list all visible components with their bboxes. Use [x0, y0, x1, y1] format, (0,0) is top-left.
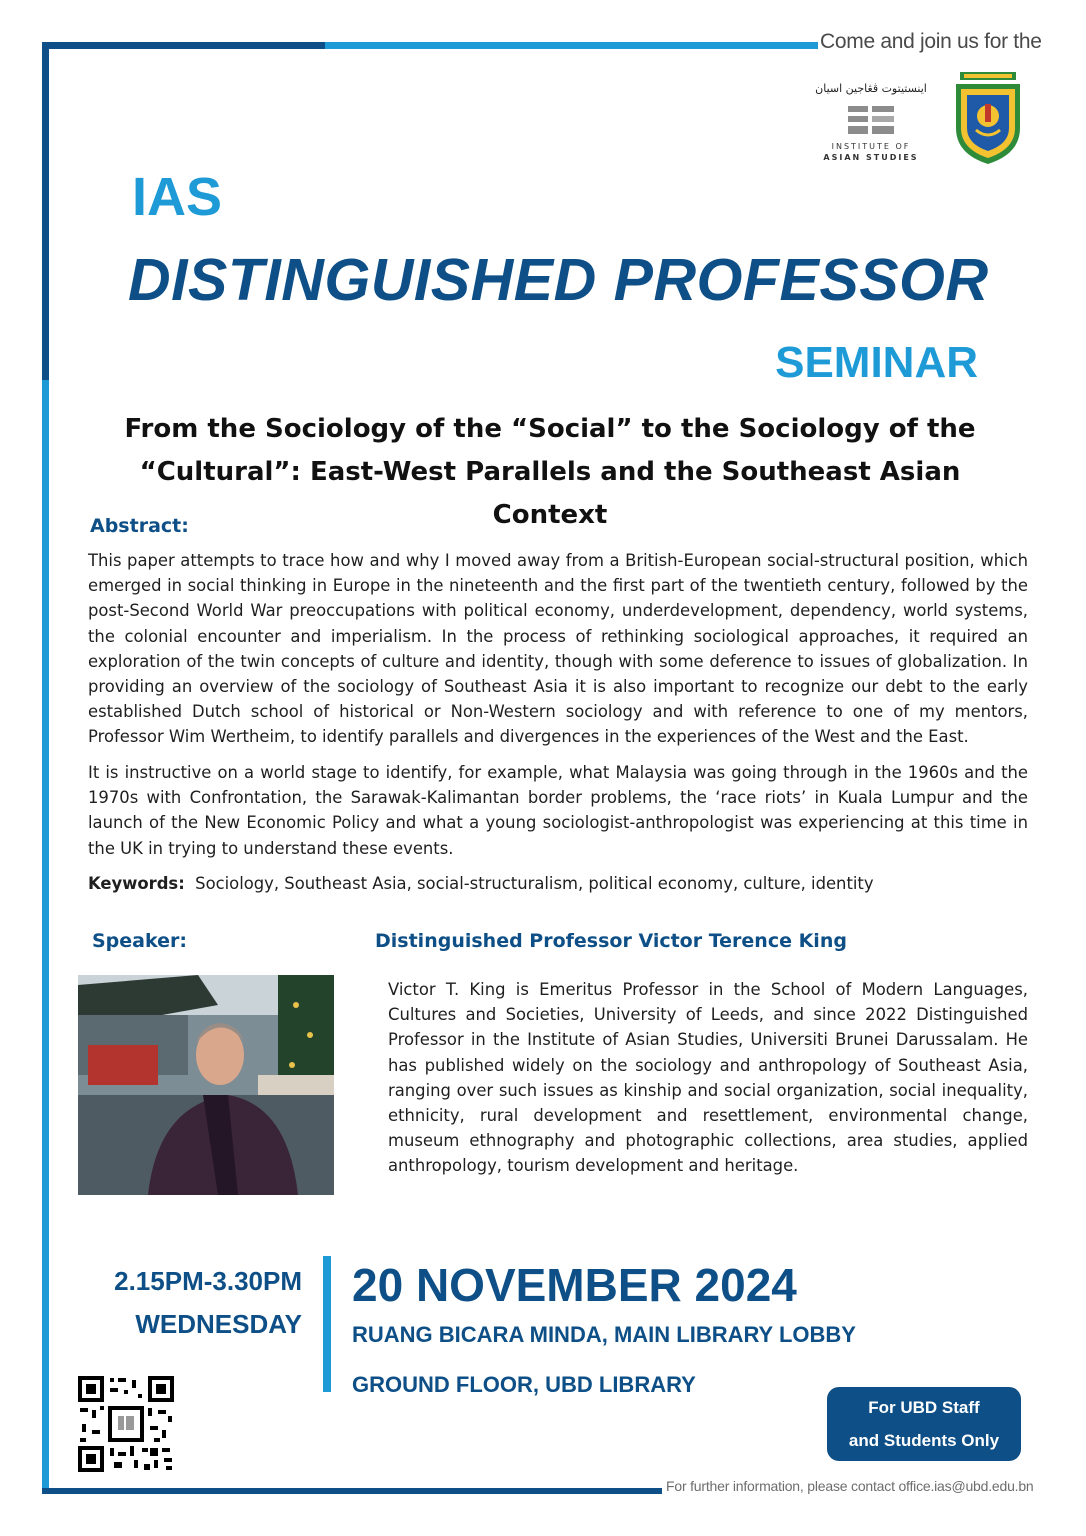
- speaker-heading: Speaker:: [92, 930, 187, 952]
- frame-left-light: [42, 380, 49, 1494]
- audience-badge-line1: For UBD Staff: [868, 1398, 980, 1417]
- speaker-photo: [78, 975, 334, 1195]
- abstract-paragraph-1: This paper attempts to trace how and why I moved away from a British-European social-structural position, which emerged in social thinking in Europe in the nineteenth and the first part of the twentieth century, followed by the post-Second World War preoccupations with political economy, underdevelopment, dependency, world systems, the colonial encounter and imperialism. In the process of rethinking sociological approaches, it required an exploration of the twin concepts of culture and identity, though with some deference to issues of globalization. In providing an overview of the sociology of Southeast Asia it is also important to recognize our debt to the early established Dutch school of historical or Non-Western sociology and with reference to one of my mentors, Professor Wim Wertheim, to identify parallels and divergences in the experiences of the West and the East.: [88, 551, 1028, 747]
- keywords-list: Sociology, Southeast Asia, social-structuralism, political economy, culture, identity: [195, 874, 874, 893]
- event-date: 20 NOVEMBER 2024: [352, 1259, 797, 1311]
- ias-arabic-name: اينستيتوت ڤڠاجين اسيان: [815, 82, 927, 95]
- keywords: [88, 874, 874, 893]
- qr-code-icon[interactable]: [78, 1376, 174, 1472]
- ias-name-line1: INSTITUTE OF: [831, 142, 911, 151]
- abstract-paragraph-2: It is instructive on a world stage to identify, for example, what Malaysia was going through in the 1960s and the 1970s with Confrontation, the Sarawak-Kalimantan border problems, the ‘race riots’ in Kuala Lumpur and the launch of the New Economic Policy and what a young sociologist-anthropologist was experiencing at this time in the UK in trying to understand these events.: [88, 763, 1028, 858]
- talk-title-line2: “Cultural”: East-West Parallels and the Southeast Asian Context: [139, 457, 961, 530]
- talk-title: [80, 408, 1020, 537]
- title-seminar: SEMINAR: [775, 338, 978, 387]
- speaker-name: Distinguished Professor Victor Terence King: [375, 930, 847, 952]
- contact-info: For further information, please contact office.ias@ubd.edu.bn: [666, 1478, 1034, 1494]
- audience-badge-line2: and Students Only: [848, 1431, 1000, 1450]
- frame-bottom: [42, 1488, 662, 1494]
- frame-top-light: [325, 42, 818, 49]
- event-day: WEDNESDAY: [135, 1309, 302, 1339]
- event-divider: [323, 1256, 331, 1392]
- speaker-bio: Victor T. King is Emeritus Professor in the School of Modern Languages, Cultures and Societies, University of Leeds, and since 2022 Distinguished Professor in the Institute of Asian Studies, Universiti Brunei Darussalam. He has published widely on the sociology and anthropology of Southeast Asia, ranging over such issues as kinship and social organization, social inequality, ethnicity, rural development and resettlement, environmental change, museum ethnography and photographic collections, area studies, applied anthropology, tourism development and heritage.: [388, 980, 1028, 1176]
- keywords-label: Keywords:: [88, 874, 185, 893]
- ias-logo-mark-icon: [848, 102, 896, 138]
- event-venue-line1: RUANG BICARA MINDA, MAIN LIBRARY LOBBY: [352, 1322, 856, 1347]
- frame-left-dark: [42, 42, 49, 382]
- ias-logo: [812, 80, 930, 166]
- event-time: 2.15PM-3.30PM: [114, 1266, 302, 1296]
- invite-text: Come and join us for the: [820, 30, 1042, 53]
- ias-name-line2: ASIAN STUDIES: [823, 153, 919, 162]
- talk-title-line1: From the Sociology of the “Social” to the Sociology of the: [124, 414, 976, 444]
- audience-badge: [827, 1387, 1021, 1461]
- abstract-heading: Abstract:: [90, 515, 189, 537]
- event-venue-line2: GROUND FLOOR, UBD LIBRARY: [352, 1372, 696, 1397]
- ubd-crest-icon: [952, 70, 1024, 166]
- title-ias: IAS: [132, 167, 223, 227]
- frame-top-dark: [42, 42, 327, 49]
- title-distinguished-professor: DISTINGUISHED PROFESSOR: [128, 247, 989, 313]
